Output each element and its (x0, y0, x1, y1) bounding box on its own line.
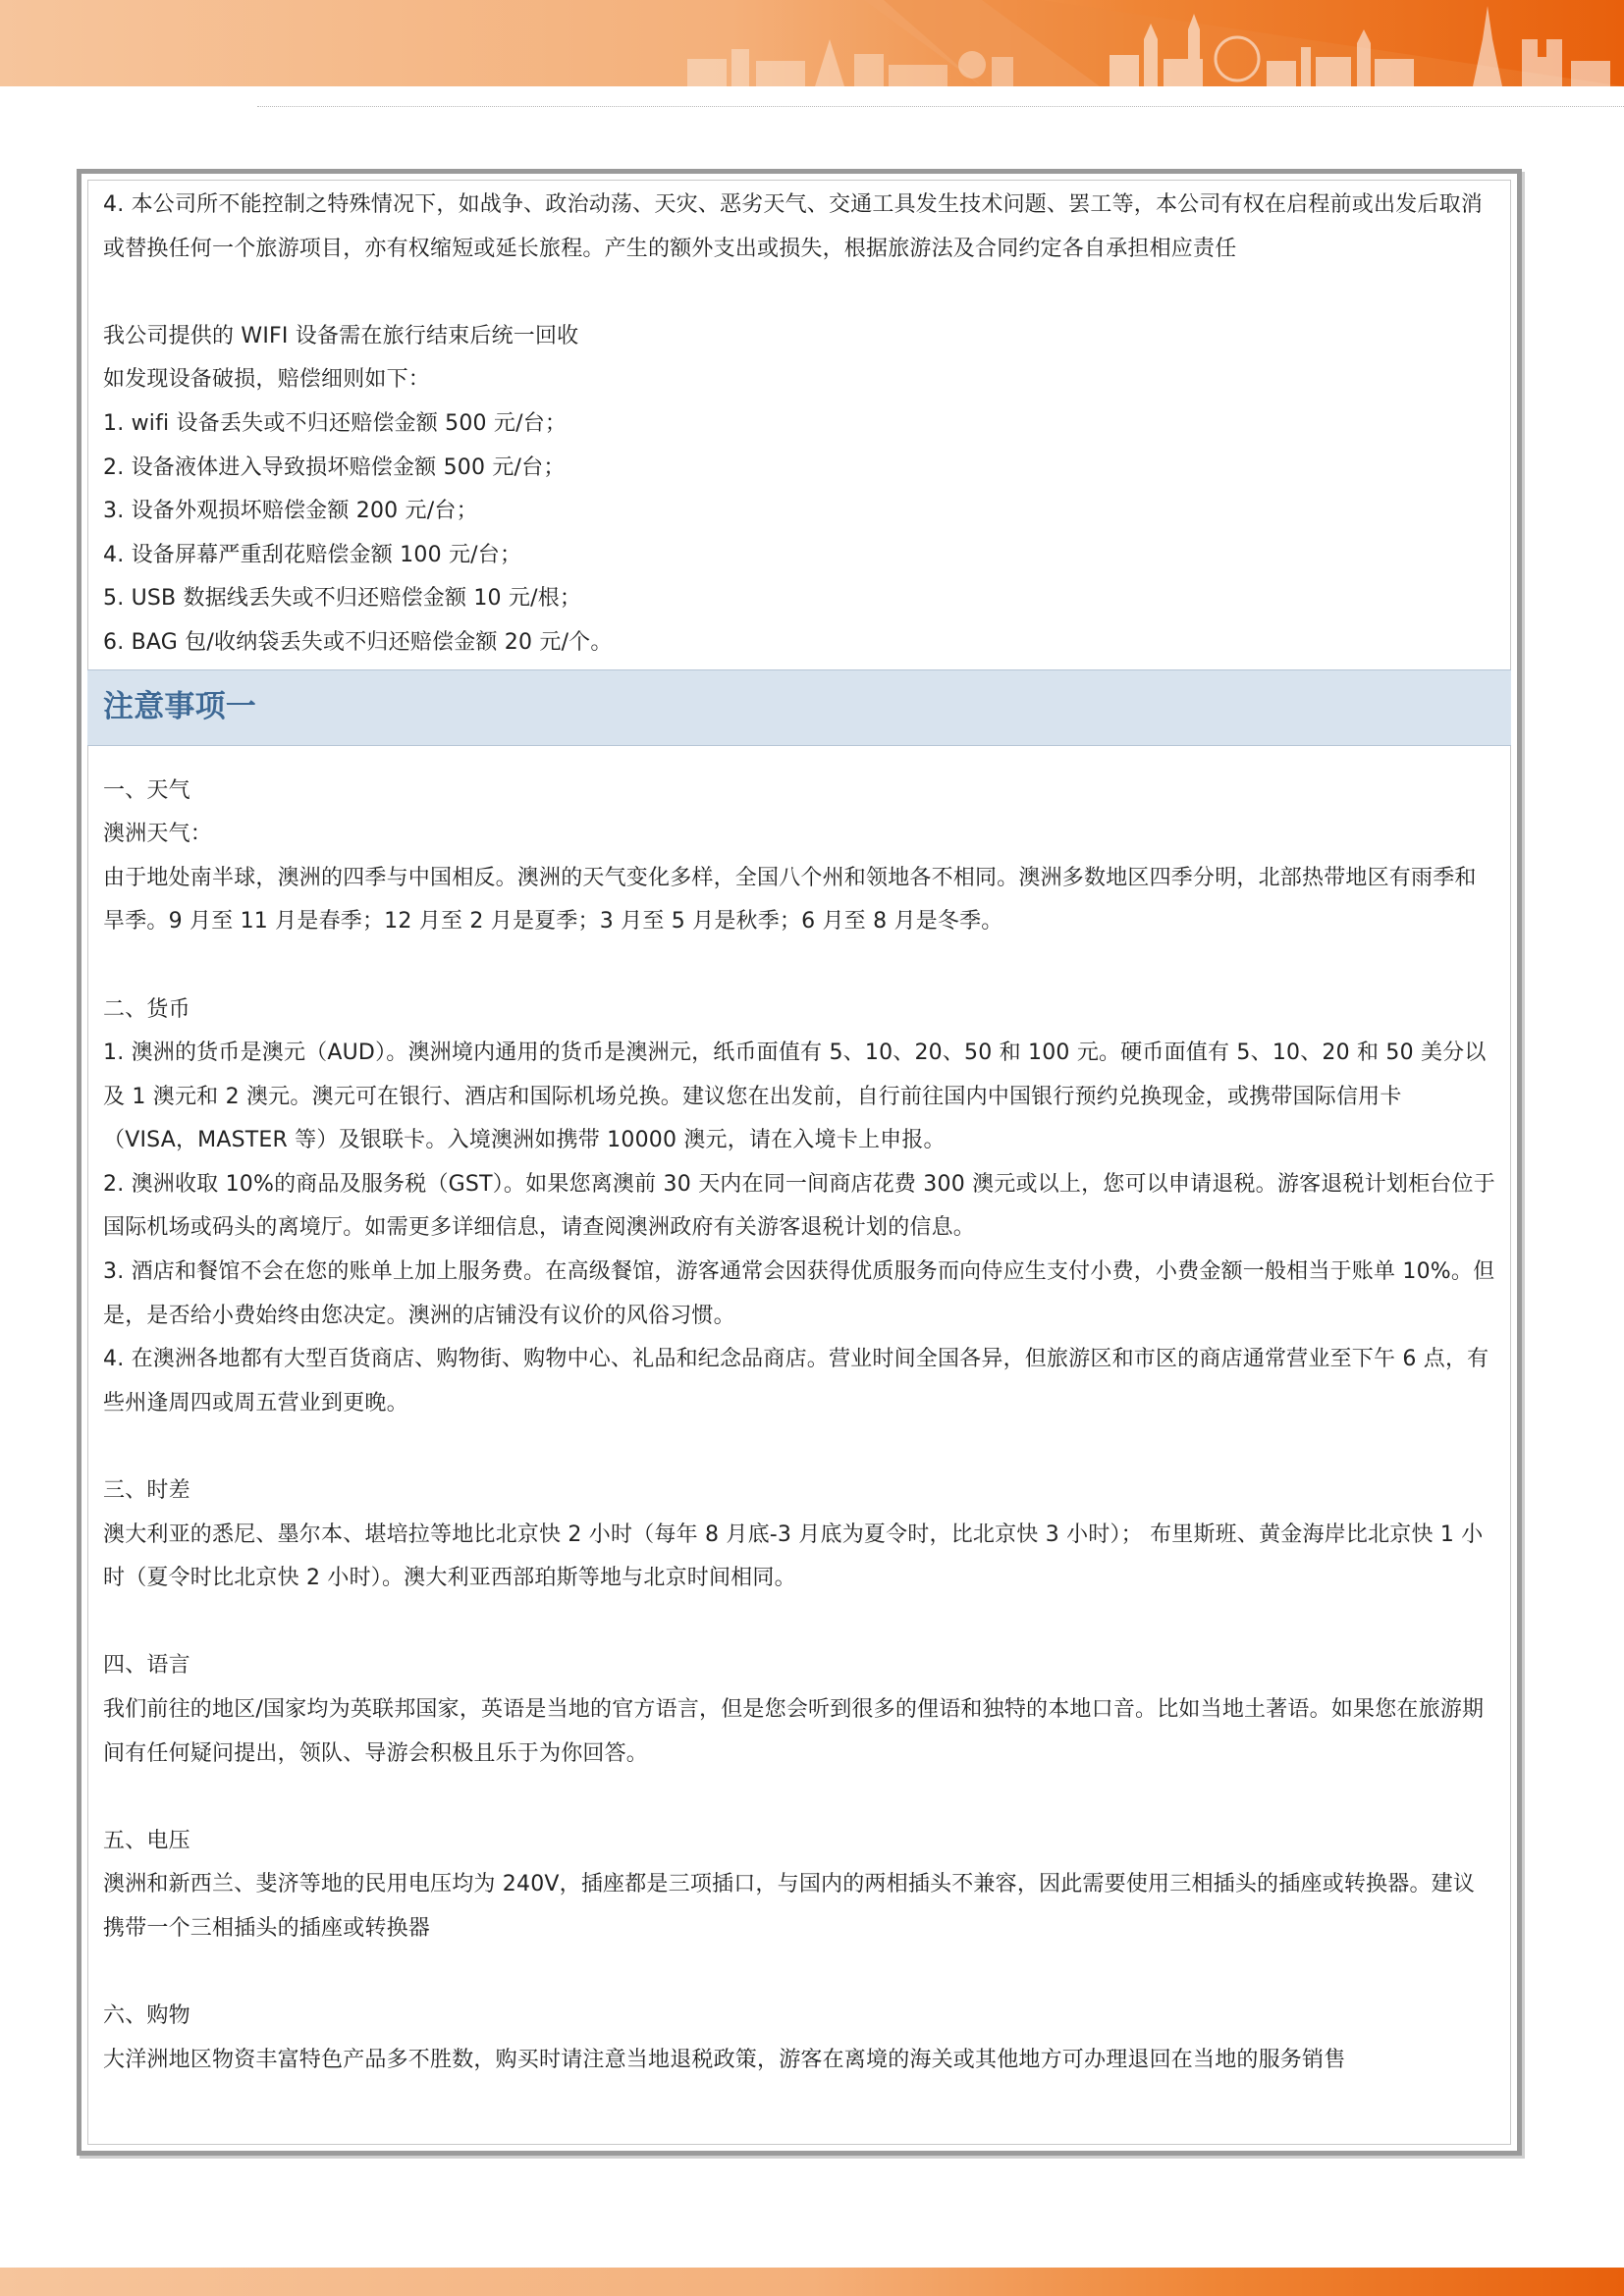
spacer (103, 1776, 1495, 1820)
wifi-rule-item: 5. USB 数据线丢失或不归还赔偿金额 10 元/根； (103, 586, 582, 612)
wifi-intro: 我公司提供的 WIFI 设备需在旅行结束后统一回收 (103, 323, 579, 348)
weather-text: 由于地处南半球，澳洲的四季与中国相反。澳洲的天气变化多样，全国八个州和领地各不相同。澳洲多数地区四季分明，北部热带地区有雨季和旱季。9 月至 11 月是春季；12 月至 2 月是夏季；3 月至 5 月是秋季；6 月至 8 月是冬季。 (103, 865, 1477, 934)
content-frame (77, 169, 1522, 2156)
section-header (87, 669, 1511, 746)
header-divider (257, 106, 1624, 107)
shopping-heading: 六、购物 (103, 2003, 190, 2029)
wifi-rule-title: 如发现设备破损，赔偿细则如下： (103, 367, 431, 393)
currency-heading: 二、货币 (103, 996, 190, 1022)
spacer (103, 1951, 1495, 1996)
clause-paragraph: 4. 本公司所不能控制之特殊情况下，如战争、政治动荡、天灾、恶劣天气、交通工具发生技术问题、罢工等，本公司有权在启程前或出发后取消或替换任何一个旅游项目，亦有权缩短或延长旅程。产生的额外支出或损失，根据旅游法及合同约定各自承担相应责任 (103, 192, 1483, 261)
voltage-text: 澳洲和新西兰、斐济等地的民用电压均为 240V，插座都是三项插口，与国内的两相插头不兼容，因此需要使用三相插头的插座或转换器。建议携带一个三相插头的插座或转换器 (103, 1872, 1476, 1941)
city-skyline-decoration (0, 0, 1624, 86)
language-text: 我们前往的地区/国家均为英联邦国家，英语是当地的官方语言，但是您会听到很多的俚语和独特的本地口音。比如当地土著语。如果您在旅游期间有任何疑问提出，领队、导游会积极且乐于为你回答。 (103, 1697, 1485, 1766)
weather-heading: 一、天气 (103, 777, 190, 803)
timezone-text: 澳大利亚的悉尼、墨尔本、堪培拉等地比北京快 2 小时（每年 8 月底-3 月底为夏令时，比北京快 3 小时）； 布里斯班、黄金海岸比北京快 1 小时（夏令时比北京快 2 小时）。澳大利亚西部珀斯等地与北京时间相同。 (103, 1522, 1484, 1591)
wifi-rule-item: 3. 设备外观损坏赔偿金额 200 元/台； (103, 499, 478, 524)
timezone-heading: 三、时差 (103, 1478, 190, 1504)
footer-banner (0, 2268, 1624, 2296)
document-content (103, 184, 1495, 2082)
wifi-rule-item: 1. wifi 设备丢失或不归还赔偿金额 500 元/台； (103, 410, 568, 436)
currency-item: 2. 澳洲收取 10%的商品及服务税（GST）。如果您离澳前 30 天内在同一间商店花费 300 澳元或以上，您可以申请退税。游客退税计划柜台位于国际机场或码头的离境厅。如需更多详细信息，请查阅澳洲政府有关游客退税计划的信息。 (103, 1171, 1495, 1241)
spacer (103, 944, 1495, 988)
currency-item: 3. 酒店和餐馆不会在您的账单上加上服务费。在高级餐馆，游客通常会因获得优质服务而向侍应生支付小费，小费金额一般相当于账单 10%。但是，是否给小费始终由您决定。澳洲的店铺没有议价的风俗习惯。 (103, 1259, 1495, 1328)
wifi-rule-item: 6. BAG 包/收纳袋丢失或不归还赔偿金额 20 元/个。 (103, 629, 613, 655)
spacer (103, 1601, 1495, 1645)
currency-item: 4. 在澳洲各地都有大型百货商店、购物街、购物中心、礼品和纪念品商店。营业时间全国各异，但旅游区和市区的商店通常营业至下午 6 点，有些州逢周四或周五营业到更晚。 (103, 1347, 1489, 1415)
wifi-rule-item: 4. 设备屏幕严重刮花赔偿金额 100 元/台； (103, 542, 522, 567)
spacer (103, 1425, 1495, 1469)
weather-subheading: 澳洲天气： (103, 822, 213, 847)
shopping-text: 大洋洲地区物资丰富特色产品多不胜数，购买时请注意当地退税政策，游客在离境的海关或其他地方可办理退回在当地的服务销售 (103, 2047, 1346, 2072)
currency-item: 1. 澳洲的货币是澳元（AUD）。澳洲境内通用的货币是澳洲元，纸币面值有 5、10、20、50 和 100 元。硬币面值有 5、10、20 和 50 美分以及 1 澳元和 2 澳元。澳元可在银行、酒店和国际机场兑换。建议您在出发前，自行前往国内中国银行预约兑换现金，或携带国际信用卡（VISA，MASTER 等）及银联卡。入境澳洲如携带 10000 澳元，请在入境卡上申报。 (103, 1041, 1487, 1153)
voltage-heading: 五、电压 (103, 1828, 190, 1853)
spacer (103, 271, 1495, 315)
header-banner (0, 0, 1624, 86)
wifi-rule-item: 2. 设备液体进入导致损坏赔偿金额 500 元/台； (103, 454, 566, 480)
section-title: 注意事项一 (103, 689, 256, 725)
language-heading: 四、语言 (103, 1653, 190, 1679)
